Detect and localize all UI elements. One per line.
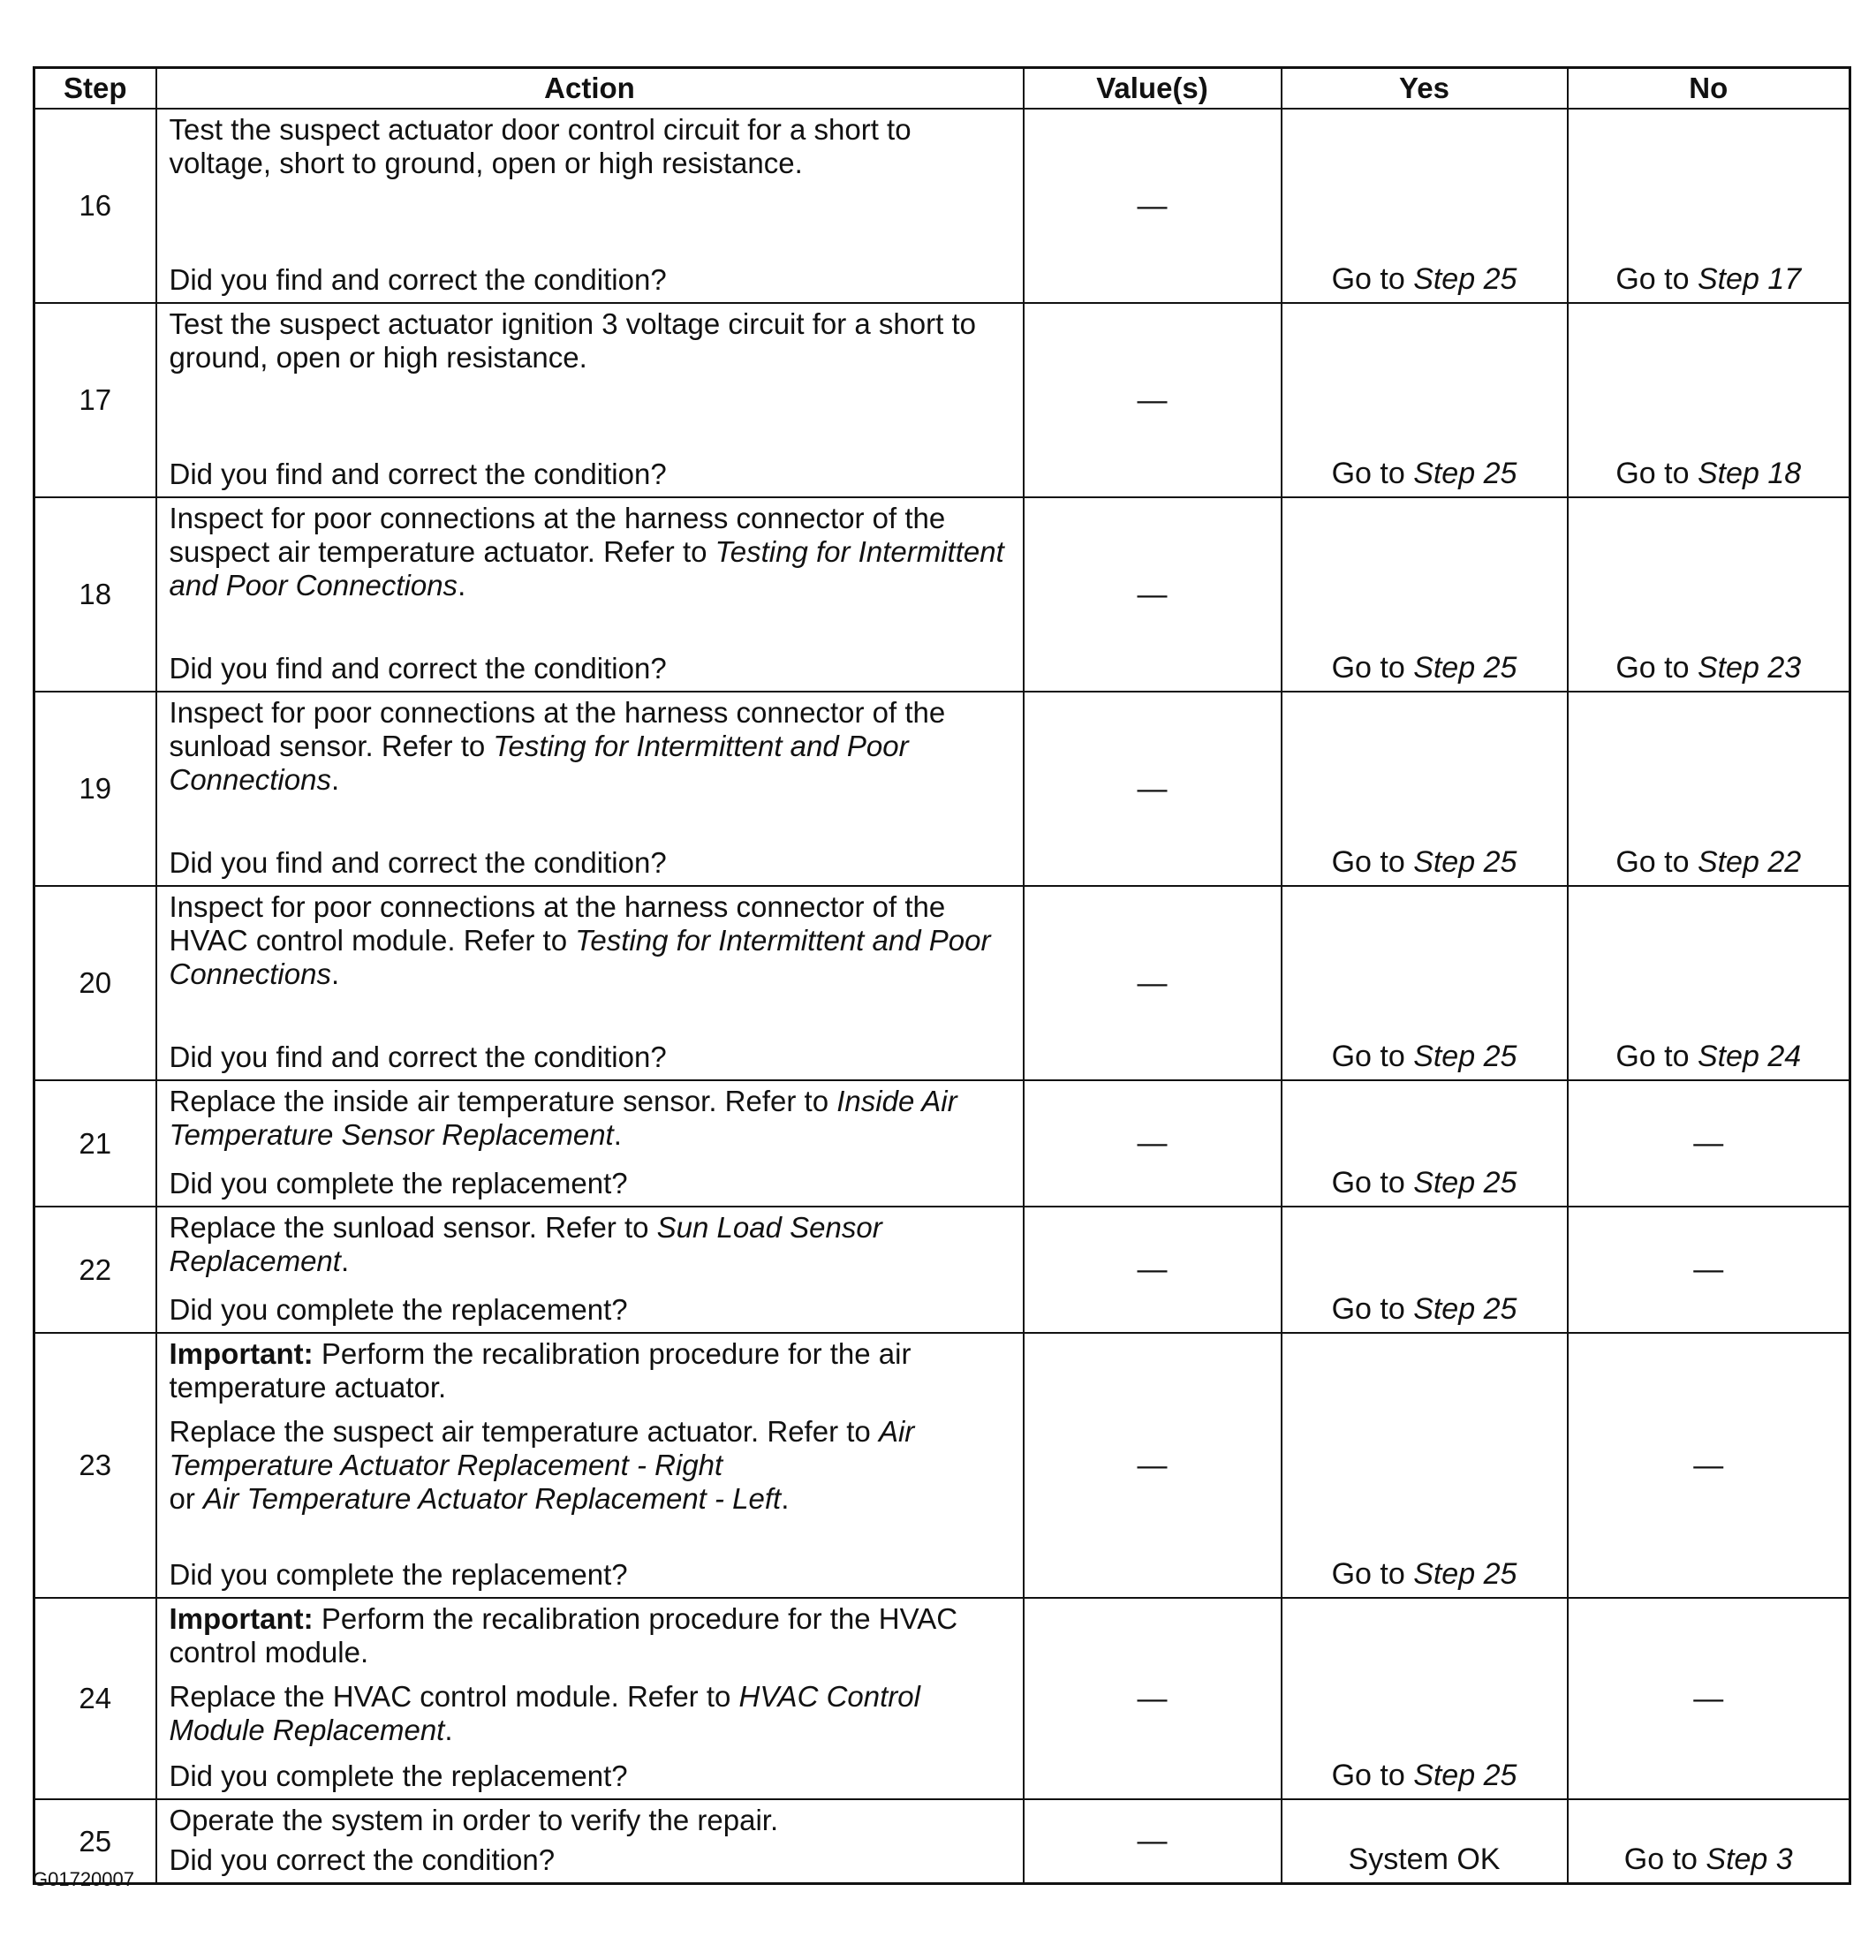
goto-prefix: Go to xyxy=(1331,1557,1414,1591)
header-yes: Yes xyxy=(1282,68,1568,110)
action-question: Did you find and correct the condition? xyxy=(169,652,667,685)
table-row xyxy=(34,886,1850,1080)
important-label: Important: xyxy=(169,1602,314,1635)
no-goto xyxy=(1569,845,1850,880)
action-paragraph xyxy=(170,113,1012,180)
action-text: Replace the inside air temperature sensor. Refer to xyxy=(169,1085,837,1117)
yes-cell xyxy=(1282,497,1568,692)
goto-prefix: Go to xyxy=(1331,845,1414,879)
no-cell xyxy=(1568,1333,1850,1598)
no-cell xyxy=(1568,497,1850,692)
action-text: Perform the recalibration procedure for the HVAC control module. xyxy=(169,1602,958,1669)
action-text: . xyxy=(781,1482,790,1515)
value-cell: — xyxy=(1024,1080,1282,1207)
value-cell: — xyxy=(1024,692,1282,886)
action-cell xyxy=(156,1598,1024,1799)
yes-cell xyxy=(1282,1207,1568,1333)
action-paragraph xyxy=(170,1602,1012,1669)
dash-mark: — xyxy=(1693,1252,1724,1286)
goto-step-label: Step 3 xyxy=(1706,1843,1793,1876)
goto-prefix: Go to xyxy=(1615,1040,1698,1073)
action-question: Did you find and correct the condition? xyxy=(169,263,667,296)
no-goto xyxy=(1569,1843,1850,1877)
action-cell xyxy=(156,1333,1024,1598)
reference-link-text: Air Temperature Actuator Replacement - Right xyxy=(169,1415,915,1481)
header-step: Step xyxy=(34,68,156,110)
goto-step-label: Step 23 xyxy=(1697,651,1802,685)
yes-goto xyxy=(1282,1759,1567,1793)
yes-cell xyxy=(1282,1333,1568,1598)
yes-goto xyxy=(1282,1166,1567,1200)
action-paragraph xyxy=(170,1085,1012,1152)
step-number: 16 xyxy=(34,109,156,303)
action-paragraph xyxy=(170,502,1012,602)
action-text: Test the suspect actuator ignition 3 voltage circuit for a short to ground, open or high resistance. xyxy=(169,307,976,374)
result-text: System OK xyxy=(1348,1843,1501,1876)
reference-link-text: Sun Load Sensor Replacement xyxy=(169,1211,882,1277)
goto-prefix: Go to xyxy=(1331,651,1414,685)
goto-prefix: Go to xyxy=(1615,845,1698,879)
goto-prefix: Go to xyxy=(1615,262,1698,296)
action-text: . xyxy=(330,763,340,796)
table-row xyxy=(34,1799,1850,1884)
action-paragraph xyxy=(170,1804,1012,1837)
action-paragraph xyxy=(170,1680,1012,1747)
goto-prefix: Go to xyxy=(1331,1040,1414,1073)
table-body xyxy=(34,109,1850,1884)
value-cell: — xyxy=(1024,497,1282,692)
goto-prefix: Go to xyxy=(1331,1759,1414,1792)
step-number: 18 xyxy=(34,497,156,692)
header-action: Action xyxy=(156,68,1024,110)
table-row xyxy=(34,303,1850,497)
action-text: . xyxy=(340,1245,350,1277)
action-question: Did you find and correct the condition? xyxy=(169,846,667,879)
yes-cell xyxy=(1282,1080,1568,1207)
yes-cell xyxy=(1282,886,1568,1080)
dash-mark: — xyxy=(1693,1126,1724,1160)
header-no: No xyxy=(1568,68,1850,110)
goto-prefix: Go to xyxy=(1331,1292,1414,1326)
no-goto xyxy=(1569,1040,1850,1074)
goto-prefix: Go to xyxy=(1615,651,1698,685)
step-number: 17 xyxy=(34,303,156,497)
action-text: Test the suspect actuator door control circuit for a short to voltage, short to ground, open or high resistance. xyxy=(169,113,912,179)
action-text: Replace the suspect air temperature actuator. Refer to xyxy=(169,1415,879,1448)
table-row xyxy=(34,1333,1850,1598)
yes-goto xyxy=(1282,651,1567,685)
action-question: Did you complete the replacement? xyxy=(169,1167,628,1199)
goto-step-label: Step 25 xyxy=(1413,651,1517,685)
table-row xyxy=(34,109,1850,303)
action-text: Perform the recalibration procedure for the air temperature actuator. xyxy=(169,1337,912,1404)
yes-goto xyxy=(1282,262,1567,297)
step-number: 20 xyxy=(34,886,156,1080)
action-text: Inspect for poor connections at the harness connector of the HVAC control module. Refer to xyxy=(169,890,946,957)
important-label: Important: xyxy=(169,1337,314,1370)
action-paragraph xyxy=(170,890,1012,991)
header-values: Value(s) xyxy=(1024,68,1282,110)
goto-step-label: Step 17 xyxy=(1697,262,1802,296)
action-text: Replace the sunload sensor. Refer to xyxy=(169,1211,657,1244)
reference-link-text: HVAC Control Module Replacement xyxy=(169,1680,920,1746)
goto-prefix: Go to xyxy=(1615,457,1698,490)
action-cell xyxy=(156,1207,1024,1333)
action-question: Did you complete the replacement? xyxy=(169,1558,628,1591)
action-text: Inspect for poor connections at the harness connector of the sunload sensor. Refer to xyxy=(169,696,946,762)
reference-link-text: Air Temperature Actuator Replacement - Left xyxy=(203,1482,782,1515)
yes-cell xyxy=(1282,692,1568,886)
yes-goto xyxy=(1282,1557,1567,1592)
table-row xyxy=(34,497,1850,692)
dash-mark: — xyxy=(1693,1448,1724,1482)
yes-cell xyxy=(1282,109,1568,303)
step-number: 25 xyxy=(34,1799,156,1884)
no-cell xyxy=(1568,303,1850,497)
action-paragraph xyxy=(170,1337,1012,1404)
yes-goto xyxy=(1282,1843,1567,1877)
no-goto xyxy=(1569,457,1850,491)
goto-step-label: Step 18 xyxy=(1697,457,1802,490)
action-cell xyxy=(156,109,1024,303)
action-cell xyxy=(156,886,1024,1080)
yes-cell xyxy=(1282,1799,1568,1884)
action-cell xyxy=(156,692,1024,886)
no-cell xyxy=(1568,109,1850,303)
value-cell: — xyxy=(1024,1799,1282,1884)
action-paragraph xyxy=(170,1211,1012,1278)
action-text: or xyxy=(169,1482,204,1515)
action-text: . xyxy=(444,1714,453,1746)
goto-step-label: Step 25 xyxy=(1413,1166,1517,1199)
step-number: 24 xyxy=(34,1598,156,1799)
figure-code: G01720007 xyxy=(33,1868,134,1890)
action-text: Inspect for poor connections at the harness connector of the suspect air temperature actuator. Refer to xyxy=(169,502,946,568)
reference-link-text: Testing for Intermittent and Poor Connections xyxy=(169,730,909,796)
no-goto xyxy=(1569,651,1850,685)
action-text: . xyxy=(330,957,340,990)
goto-step-label: Step 25 xyxy=(1413,845,1517,879)
goto-prefix: Go to xyxy=(1331,1166,1414,1199)
diagnostic-table-sheet xyxy=(33,66,1849,1885)
action-cell xyxy=(156,1080,1024,1207)
value-cell: — xyxy=(1024,303,1282,497)
no-cell xyxy=(1568,1207,1850,1333)
step-number: 19 xyxy=(34,692,156,886)
goto-step-label: Step 22 xyxy=(1697,845,1802,879)
table-row xyxy=(34,1598,1850,1799)
no-goto xyxy=(1569,262,1850,297)
action-cell xyxy=(156,497,1024,692)
action-question: Did you find and correct the condition? xyxy=(169,1041,667,1073)
action-question: Did you complete the replacement? xyxy=(169,1759,628,1792)
diagnostic-steps-table xyxy=(33,66,1851,1885)
action-paragraph xyxy=(170,696,1012,797)
value-cell: — xyxy=(1024,886,1282,1080)
step-number: 21 xyxy=(34,1080,156,1207)
yes-cell xyxy=(1282,1598,1568,1799)
action-text: Operate the system in order to verify the repair. xyxy=(169,1804,779,1836)
value-cell: — xyxy=(1024,1598,1282,1799)
goto-step-label: Step 25 xyxy=(1413,1759,1517,1792)
action-text: Replace the HVAC control module. Refer to xyxy=(169,1680,739,1713)
table-header-row xyxy=(34,68,1850,110)
value-cell: — xyxy=(1024,1333,1282,1598)
goto-prefix: Go to xyxy=(1623,1843,1706,1876)
yes-goto xyxy=(1282,845,1567,880)
dash-mark: — xyxy=(1693,1681,1724,1715)
action-cell xyxy=(156,303,1024,497)
value-cell: — xyxy=(1024,109,1282,303)
table-row xyxy=(34,692,1850,886)
table-row xyxy=(34,1080,1850,1207)
no-cell xyxy=(1568,692,1850,886)
yes-goto xyxy=(1282,1040,1567,1074)
action-cell xyxy=(156,1799,1024,1884)
value-cell: — xyxy=(1024,1207,1282,1333)
no-cell xyxy=(1568,886,1850,1080)
action-question: Did you complete the replacement? xyxy=(169,1293,628,1326)
goto-step-label: Step 25 xyxy=(1413,457,1517,490)
action-text: . xyxy=(613,1118,622,1151)
action-paragraph xyxy=(170,307,1012,375)
no-cell xyxy=(1568,1598,1850,1799)
yes-goto xyxy=(1282,457,1567,491)
step-number: 23 xyxy=(34,1333,156,1598)
no-cell xyxy=(1568,1080,1850,1207)
reference-link-text: Inside Air Temperature Sensor Replacement xyxy=(169,1085,957,1151)
action-question: Did you find and correct the condition? xyxy=(169,458,667,490)
step-number: 22 xyxy=(34,1207,156,1333)
action-question: Did you correct the condition? xyxy=(169,1843,556,1876)
goto-step-label: Step 25 xyxy=(1413,1040,1517,1073)
table-row xyxy=(34,1207,1850,1333)
goto-step-label: Step 25 xyxy=(1413,262,1517,296)
goto-step-label: Step 24 xyxy=(1697,1040,1802,1073)
goto-prefix: Go to xyxy=(1331,457,1414,490)
yes-cell xyxy=(1282,303,1568,497)
reference-link-text: Testing for Intermittent and Poor Connections xyxy=(169,924,991,990)
no-cell xyxy=(1568,1799,1850,1884)
action-text: . xyxy=(458,569,466,602)
goto-prefix: Go to xyxy=(1331,262,1414,296)
goto-step-label: Step 25 xyxy=(1413,1557,1517,1591)
yes-goto xyxy=(1282,1292,1567,1327)
action-paragraph xyxy=(170,1415,1012,1516)
goto-step-label: Step 25 xyxy=(1413,1292,1517,1326)
reference-link-text: Testing for Intermittent and Poor Connections xyxy=(169,535,1004,602)
